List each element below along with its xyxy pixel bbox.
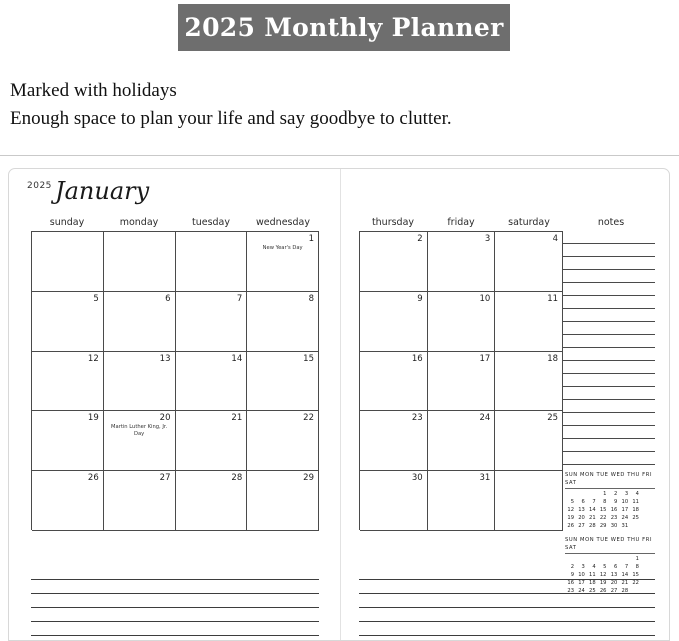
calendar-day-cell[interactable] <box>176 411 248 471</box>
ruled-line <box>359 608 655 622</box>
tagline-secondary: Enough space to plan your life and say goodbye to clutter. <box>10 108 452 129</box>
mini-day: 4 <box>592 564 596 571</box>
calendar-day-cell[interactable] <box>176 292 248 352</box>
day-header-saturday: saturday <box>508 217 550 228</box>
mini-day: 21 <box>621 580 629 587</box>
mini-day: 11 <box>632 499 639 506</box>
calendar-week-row <box>360 411 563 471</box>
mini-day <box>608 555 617 563</box>
mini-day: 16 <box>567 580 574 587</box>
calendar-day-cell[interactable] <box>104 232 176 292</box>
day-header-sunday: sunday <box>49 217 85 228</box>
notes-header: notes <box>597 217 625 228</box>
mini-day <box>576 555 585 563</box>
mini-day: 19 <box>599 580 607 587</box>
ruled-line <box>563 231 655 244</box>
mini-calendar-week <box>565 514 655 522</box>
day-number: 26 <box>87 473 99 484</box>
day-number: 9 <box>417 293 423 304</box>
mini-day <box>619 555 628 563</box>
mini-day <box>576 490 585 498</box>
page-title: 2025 Monthly Planner <box>184 13 504 42</box>
mini-day <box>565 490 574 498</box>
day-header-friday: friday <box>447 217 475 228</box>
day-number: 4 <box>552 234 559 244</box>
ruled-line <box>563 322 655 335</box>
day-header-thursday: thursday <box>371 217 415 228</box>
calendar-day-cell[interactable] <box>495 292 563 352</box>
mini-day: 16 <box>610 507 618 514</box>
mini-day: 9 <box>614 499 618 506</box>
day-number: 15 <box>303 353 314 364</box>
planner-page-right <box>340 169 670 641</box>
calendar-day-cell[interactable] <box>247 292 319 352</box>
ruled-line <box>563 413 655 426</box>
day-number: 14 <box>231 353 243 364</box>
calendar-day-cell[interactable] <box>428 471 496 531</box>
mini-day: 17 <box>578 580 585 587</box>
calendar-day-cell[interactable] <box>104 292 176 352</box>
mini-day: 4 <box>635 491 639 498</box>
calendar-day-cell[interactable] <box>495 411 563 471</box>
ruled-line <box>563 387 655 400</box>
mini-day: 13 <box>578 507 585 514</box>
day-number: 23 <box>411 413 423 424</box>
calendar-day-cell[interactable] <box>247 411 319 471</box>
mini-day: 8 <box>635 564 639 571</box>
mini-day: 23 <box>610 515 618 522</box>
day-header-monday: monday <box>119 217 159 228</box>
calendar-grid-left <box>31 231 319 530</box>
title-banner <box>178 4 510 51</box>
mini-day <box>587 555 596 563</box>
calendar-day-cell[interactable] <box>104 471 176 531</box>
calendar-day-cell[interactable] <box>360 411 428 471</box>
calendar-week-row <box>32 471 319 531</box>
mini-day: 7 <box>592 499 596 506</box>
mini-day: 24 <box>578 588 585 595</box>
mini-day: 22 <box>599 515 607 522</box>
calendar-day-cell[interactable] <box>360 471 428 531</box>
section-divider <box>0 155 679 156</box>
ruled-line <box>563 348 655 361</box>
calendar-day-cell[interactable] <box>176 232 248 292</box>
calendar-week-row <box>32 292 319 352</box>
year-label: 2025 <box>27 181 52 191</box>
day-number: 16 <box>411 353 423 364</box>
mini-day: 26 <box>567 523 574 530</box>
mini-day: 17 <box>621 507 629 514</box>
ruled-line <box>563 309 655 322</box>
mini-day: 28 <box>621 588 629 595</box>
mini-day: 5 <box>603 564 607 571</box>
mini-calendar-header: SUN MON TUE WED THU FRI SAT <box>565 471 655 489</box>
mini-calendar-week <box>565 555 655 563</box>
day-number: 20 <box>159 413 171 424</box>
ruled-line <box>563 400 655 413</box>
mini-day: 26 <box>599 588 607 595</box>
ruled-line <box>563 244 655 257</box>
day-header-row-left <box>31 217 319 228</box>
ruled-line <box>359 580 655 594</box>
ruled-line <box>359 622 655 636</box>
day-number: 3 <box>484 234 491 244</box>
day-number: 19 <box>87 413 99 424</box>
mini-day: 10 <box>578 572 585 579</box>
calendar-day-cell[interactable] <box>32 292 104 352</box>
day-header-tuesday: tuesday <box>191 217 230 228</box>
mini-day: 19 <box>567 515 574 522</box>
mini-day: 15 <box>599 507 607 514</box>
calendar-day-cell[interactable] <box>247 232 319 292</box>
mini-calendar-current-month <box>565 471 655 530</box>
month-title: January <box>55 177 150 205</box>
calendar-day-cell[interactable] <box>247 471 319 531</box>
mini-day: 27 <box>610 588 618 595</box>
mini-day: 5 <box>570 499 574 506</box>
mini-day: 20 <box>610 580 618 587</box>
holiday-label: Martin Luther King, Jr. Day <box>111 424 168 437</box>
ruled-line <box>31 608 319 622</box>
calendar-day-cell[interactable] <box>176 352 248 412</box>
day-number: 10 <box>479 293 491 304</box>
mini-day: 11 <box>589 572 596 579</box>
mini-calendar-week <box>565 490 655 498</box>
mini-day: 14 <box>621 572 629 579</box>
day-header-wednesday: wednesday <box>256 217 310 228</box>
mini-day: 8 <box>603 499 607 506</box>
mini-day: 31 <box>621 523 629 530</box>
day-number: 29 <box>303 473 314 484</box>
day-number: 28 <box>231 473 243 484</box>
calendar-day-cell[interactable] <box>428 411 496 471</box>
mini-day: 3 <box>624 491 629 498</box>
calendar-day-cell[interactable] <box>32 352 104 412</box>
ruled-line <box>563 374 655 387</box>
mini-day: 15 <box>632 572 639 579</box>
day-number: 11 <box>547 293 559 304</box>
mini-calendar-week <box>565 498 655 506</box>
mini-calendar-week <box>565 506 655 514</box>
mini-day: 1 <box>603 491 607 498</box>
calendar-day-cell[interactable] <box>428 352 496 412</box>
tagline-primary: Marked with holidays <box>10 80 177 101</box>
mini-day: 27 <box>578 523 585 530</box>
calendar-week-row <box>360 352 563 412</box>
calendar-day-cell[interactable] <box>360 352 428 412</box>
mini-day: 29 <box>599 523 607 530</box>
ruled-line <box>563 426 655 439</box>
mini-day: 28 <box>589 523 596 530</box>
calendar-day-cell[interactable] <box>360 232 428 292</box>
calendar-week-row <box>32 411 319 471</box>
calendar-day-cell[interactable] <box>428 292 496 352</box>
mini-day: 18 <box>589 580 596 587</box>
ruled-line <box>563 452 655 465</box>
mini-day: 3 <box>581 564 585 571</box>
holiday-label: New Year's Day <box>262 245 303 251</box>
mini-day: 22 <box>632 580 639 587</box>
mini-day: 12 <box>567 507 574 514</box>
day-number: 8 <box>308 293 314 304</box>
calendar-day-cell[interactable] <box>32 471 104 531</box>
calendar-week-row <box>32 232 319 292</box>
mini-day <box>587 490 596 498</box>
mini-day: 2 <box>570 564 574 571</box>
mini-day: 12 <box>599 572 607 579</box>
mini-day: 18 <box>632 507 639 514</box>
mini-day: 9 <box>570 572 574 579</box>
notes-lines-left[interactable] <box>31 566 319 636</box>
calendar-day-cell[interactable] <box>247 352 319 412</box>
day-number: 31 <box>479 473 491 484</box>
mini-day: 30 <box>610 523 618 530</box>
day-number: 25 <box>547 413 559 424</box>
calendar-grid-right <box>359 231 563 530</box>
mini-day: 10 <box>621 499 629 506</box>
day-header-row-right <box>359 217 659 228</box>
day-number: 6 <box>165 293 171 304</box>
ruled-line <box>31 580 319 594</box>
mini-day: 14 <box>589 507 596 514</box>
notes-lines-right[interactable] <box>359 566 655 636</box>
ruled-line <box>359 594 655 608</box>
mini-day: 23 <box>567 588 574 595</box>
ruled-line <box>563 257 655 270</box>
ruled-line <box>563 335 655 348</box>
day-number: 1 <box>308 234 314 244</box>
calendar-day-cell[interactable] <box>495 352 563 412</box>
calendar-day-cell[interactable] <box>104 352 176 412</box>
mini-day: 21 <box>589 515 596 522</box>
calendar-week-row <box>360 292 563 352</box>
ruled-line <box>563 270 655 283</box>
planner-page-left <box>9 169 340 641</box>
calendar-day-cell[interactable] <box>104 411 176 471</box>
mini-day <box>630 522 639 530</box>
day-number: 17 <box>479 353 491 364</box>
ruled-line <box>563 439 655 452</box>
day-number: 13 <box>159 353 171 364</box>
calendar-day-cell[interactable] <box>176 471 248 531</box>
day-number: 12 <box>87 353 99 364</box>
ruled-line <box>31 566 319 580</box>
day-number: 18 <box>547 353 559 364</box>
calendar-day-cell[interactable] <box>32 411 104 471</box>
day-number: 21 <box>231 413 243 424</box>
ruled-line <box>563 296 655 309</box>
mini-day: 6 <box>614 564 618 571</box>
mini-day <box>565 555 574 563</box>
mini-day: 25 <box>632 515 639 522</box>
calendar-week-row <box>360 471 563 531</box>
day-number: 24 <box>479 413 491 424</box>
calendar-week-row <box>360 232 563 292</box>
calendar-day-cell[interactable] <box>428 232 496 292</box>
ruled-line <box>563 283 655 296</box>
mini-day: 25 <box>589 588 596 595</box>
mini-calendar-header: SUN MON TUE WED THU FRI SAT <box>565 536 655 554</box>
planner-spread <box>8 168 670 641</box>
ruled-line <box>563 361 655 374</box>
mini-day: 24 <box>621 515 629 522</box>
day-number: 2 <box>417 234 423 244</box>
day-number: 27 <box>159 473 171 484</box>
ruled-line <box>359 566 655 580</box>
calendar-day-cell[interactable] <box>32 232 104 292</box>
mini-day: 7 <box>624 564 629 571</box>
mini-day <box>597 555 606 563</box>
mini-calendar-week <box>565 522 655 530</box>
calendar-day-cell[interactable] <box>495 471 563 531</box>
day-number: 22 <box>303 413 314 424</box>
day-number: 30 <box>411 473 423 484</box>
mini-day: 6 <box>581 499 585 506</box>
calendar-day-cell[interactable] <box>495 232 563 292</box>
mini-day: 20 <box>578 515 585 522</box>
mini-day: 13 <box>610 572 618 579</box>
mini-day: 1 <box>635 556 639 563</box>
calendar-week-row <box>32 352 319 412</box>
day-number: 5 <box>93 293 99 304</box>
day-number: 7 <box>236 293 243 304</box>
ruled-line <box>31 622 319 636</box>
calendar-day-cell[interactable] <box>360 292 428 352</box>
notes-column[interactable] <box>563 231 655 471</box>
ruled-line <box>31 594 319 608</box>
mini-day: 2 <box>614 491 618 498</box>
